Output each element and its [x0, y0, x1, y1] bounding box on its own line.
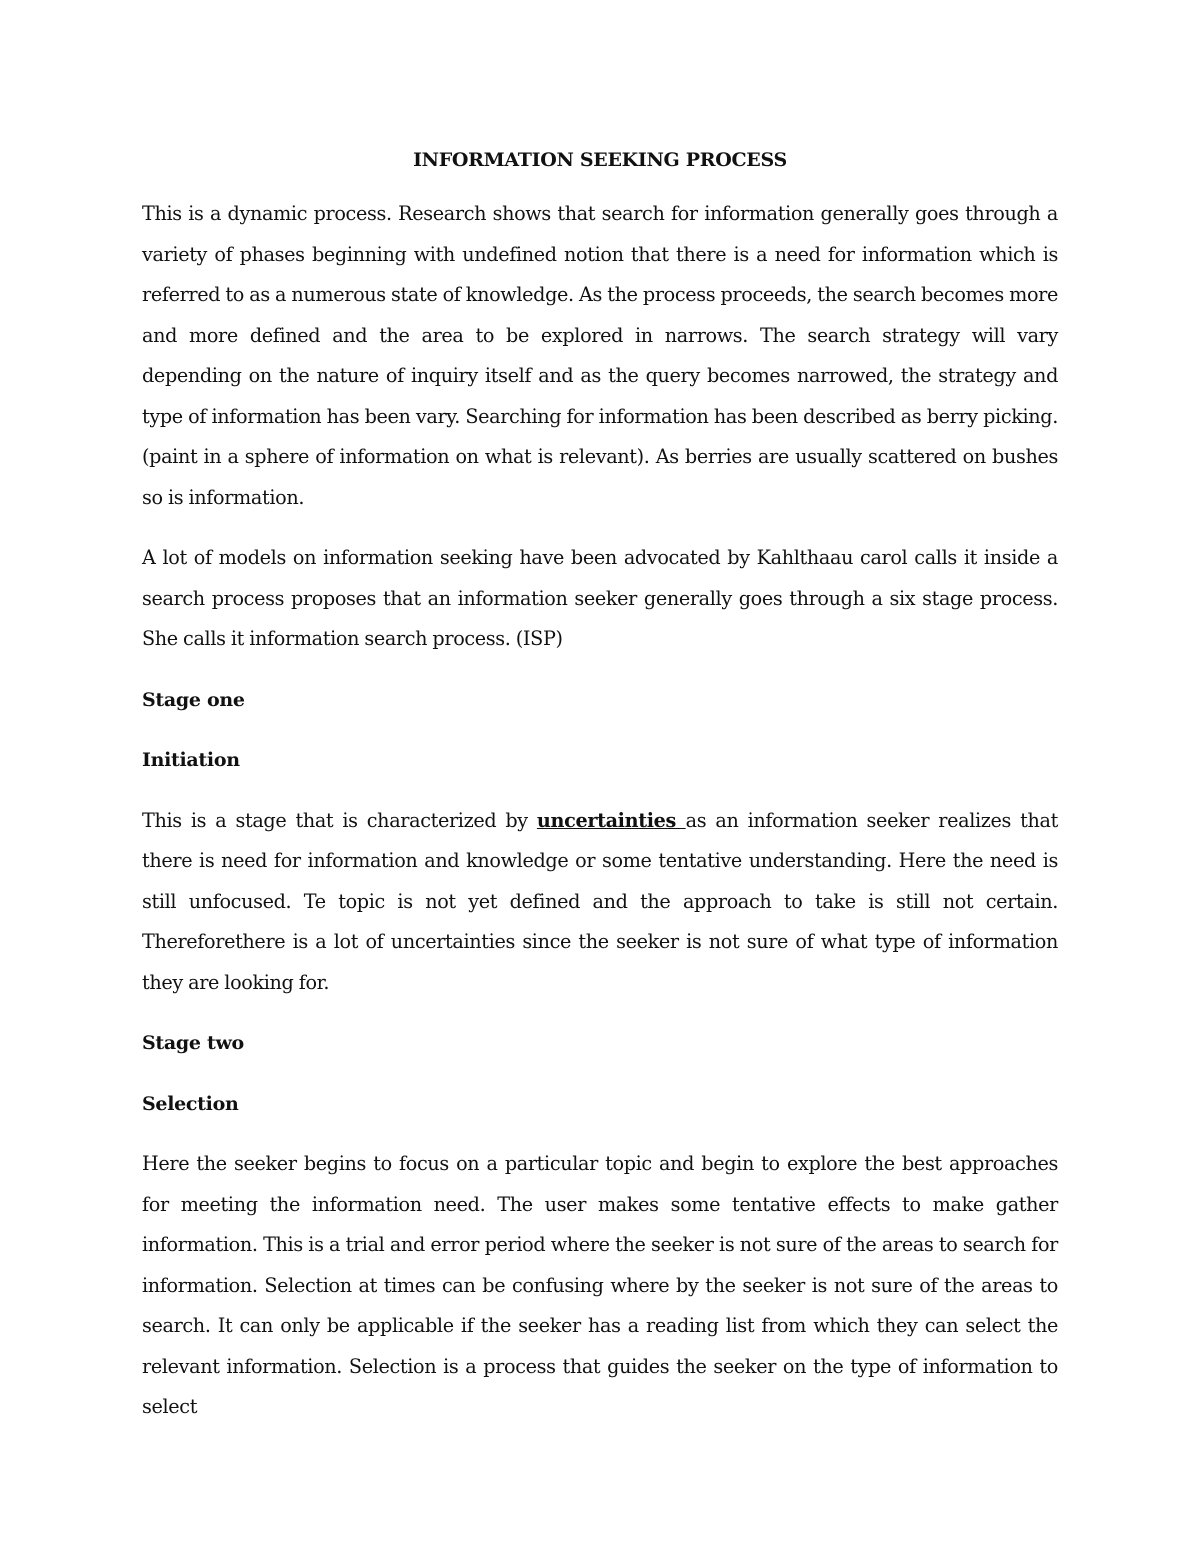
stage-one-name: Initiation [142, 749, 240, 771]
stage-two-label: Stage two [142, 1032, 244, 1054]
stage-one-label: Stage one [142, 688, 245, 711]
stage-two-paragraph: Here the seeker begins to focus on a particular topic and begin to explore the best approaches for meeting the information need. The user makes some tentative effects to make gather information. This is a trial and error period where the seeker is not sure of the areas to search for information. Selection at times can be confusing where by the seeker is not sure of the areas to search. It can only be applicable if the seeker has a reading list from which they can select the relevant information. Selection is a process that guides the seeker on the type of information to select [142, 1152, 1058, 1418]
intro-paragraph-1: This is a dynamic process. Research shows that search for information generally goes through a variety of phases beginning with undefined notion that there is a need for information which is referred to as a numerous state of knowledge. As the process proceeds, the search becomes more and more defined and the area to be explored in narrows. The search strategy will vary depending on the nature of inquiry itself and as the query becomes narrowed, the strategy and type of information has been vary. Searching for information has been described as berry picking. (paint in a sphere of information on what is relevant). As berries are usually scattered on bushes so is information. [142, 202, 1058, 509]
stage-two-name: Selection [142, 1092, 239, 1115]
stage-one-emphasis: uncertainties [536, 808, 686, 832]
intro-paragraph-2: A lot of models on information seeking have been advocated by Kahlthaau carol calls it inside a search process proposes that an information seeker generally goes through a six stage process. She calls it information search process. (ISP) [142, 546, 1058, 650]
stage-one-paragraph [142, 801, 1058, 1004]
document-title: INFORMATION SEEKING PROCESS [413, 149, 787, 171]
stage-one-text-after: as an information seeker realizes that there is need for information and knowledge or some tentative understanding. Here the need is still unfocused. Te topic is not yet defined and the approach to take is still not certain. Thereforethere is a lot of uncertainties since the seeker is not sure of what type of information they are looking for. [142, 808, 1058, 994]
document-page [142, 140, 1058, 1428]
stage-one-text-before: This is a stage that is characterized by [142, 808, 537, 832]
